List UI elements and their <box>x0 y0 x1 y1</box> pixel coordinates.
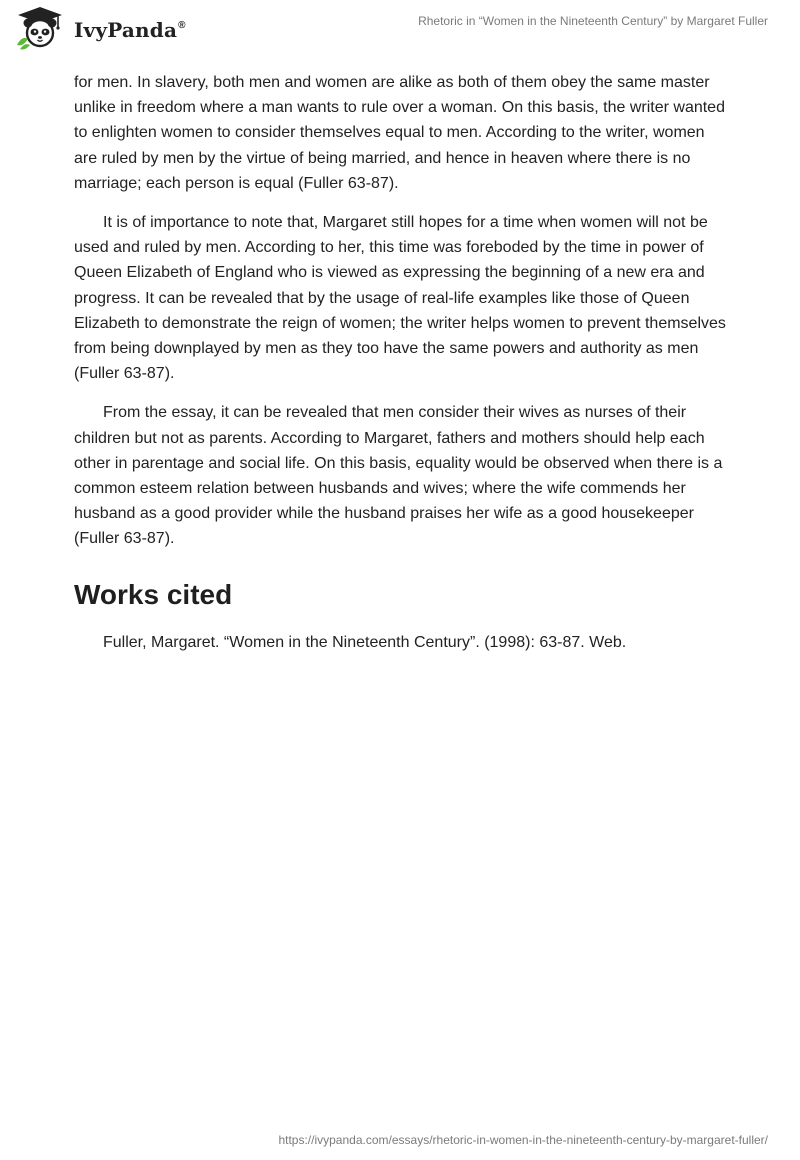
citation-entry: Fuller, Margaret. “Women in the Nineteenth Century”. (1998): 63-87. Web. <box>103 633 627 651</box>
registered-mark: ® <box>178 20 186 31</box>
page-header <box>0 0 800 62</box>
logo-wordmark-text: IvyPanda <box>74 18 178 42</box>
body-paragraph-2: It is of importance to note that, Margaret still hopes for a time when women will not be used and ruled by men. According to her, this time was foreboded by the time in power of Queen Elizabeth of England who is viewed as expressing the beginning of a new era and progress. It can be revealed that by the usage of real-life examples like those of Queen Elizabeth to demonstrate the reign of women; the writer helps women to prevent themselves from being downplayed by men as they too have the same powers and authority as men (Fuller 63-87). <box>74 214 726 383</box>
panda-graduate-icon <box>14 5 66 51</box>
essay-body <box>74 70 728 655</box>
running-title: Rhetoric in “Women in the Nineteenth Century” by Margaret Fuller <box>418 14 768 28</box>
body-paragraph-3: From the essay, it can be revealed that men consider their wives as nurses of their children but not as parents. According to Margaret, fathers and mothers should help each other in parentage and social life. On this basis, equality would be observed when there is a common esteem relation between husbands and wives; where the wife commends her husband as a good provider while the husband praises her wife as a good housekeeper (Fuller 63-87). <box>74 404 723 548</box>
works-cited-heading: Works cited <box>74 578 233 610</box>
body-paragraph-1: for men. In slavery, both men and women are alike as both of them obey the same master unlike in freedom where a man wants to rule over a woman. On this basis, the writer wanted to enlighten women to consider themselves equal to men. According to the writer, women are ruled by men by the virtue of being married, and hence in heaven where there is no marriage; each person is equal (Fuller 63-87). <box>74 74 725 192</box>
source-url[interactable]: https://ivypanda.com/essays/rhetoric-in-women-in-the-nineteenth-century-by-margaret-fuller/ <box>278 1133 768 1147</box>
logo-wordmark <box>74 18 186 42</box>
ivypanda-logo[interactable] <box>14 6 186 50</box>
